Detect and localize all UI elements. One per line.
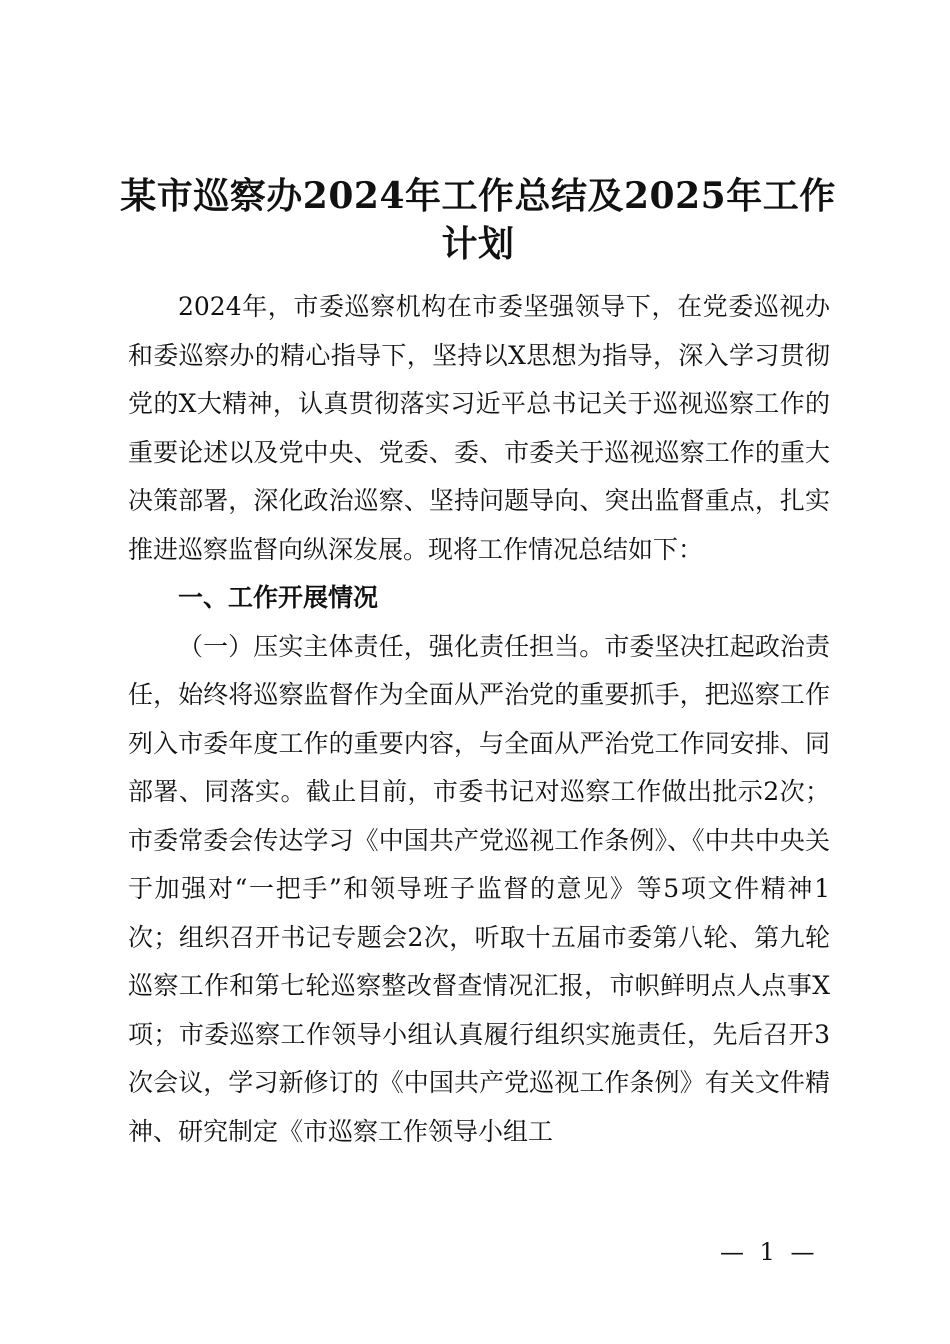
section-heading: 一、工作开展情况 [178,583,379,612]
intro-paragraph: 2024年，市委巡察机构在市委坚强领导下，在党委巡视办和委巡察办的精心指导下，坚持以X思想为指导，深入学习贯彻党的X大精神，认真贯彻落实习近平总书记关于巡视巡察工作的重要论述以及党中央、党委、委、市委关于巡视巡察工作的重大决策部署，深化政治巡察、坚持问题导向、突出监督重点，扎实推进巡察监督向纵深发展。现将工作情况总结如下： [128,292,830,564]
document-title: 某市巡察办2024年工作总结及2025年工作计划 [120,175,836,265]
section-paragraph: （一）压实主体责任，强化责任担当。市委坚决扛起政治责任，始终将巡察监督作为全面从严治党的重要抓手，把巡察工作列入市委年度工作的重要内容，与全面从严治党工作同安排、同部署、同落实。截止目前，市委书记对巡察工作做出批示2次；市委常委会传达学习《中国共产党巡视工作条例》、《中共中央关于加强对“一把手”和领导班子监督的意见》等5项文件精神1次；组织召开书记专题会2次，听取十五届市委第八轮、第九轮巡察工作和第七轮巡察整改督查情况汇报，市帜鲜明点人点事X项；市委巡察工作领导小组认真履行组织实施责任，先后召开3次会议，学习新修订的《中国共产党巡视工作条例》有关文件精神、研究制定《市巡察工作领导小组工 [128,631,830,1146]
document-body [128,283,830,1156]
page-number: — 1 — [720,1238,819,1266]
